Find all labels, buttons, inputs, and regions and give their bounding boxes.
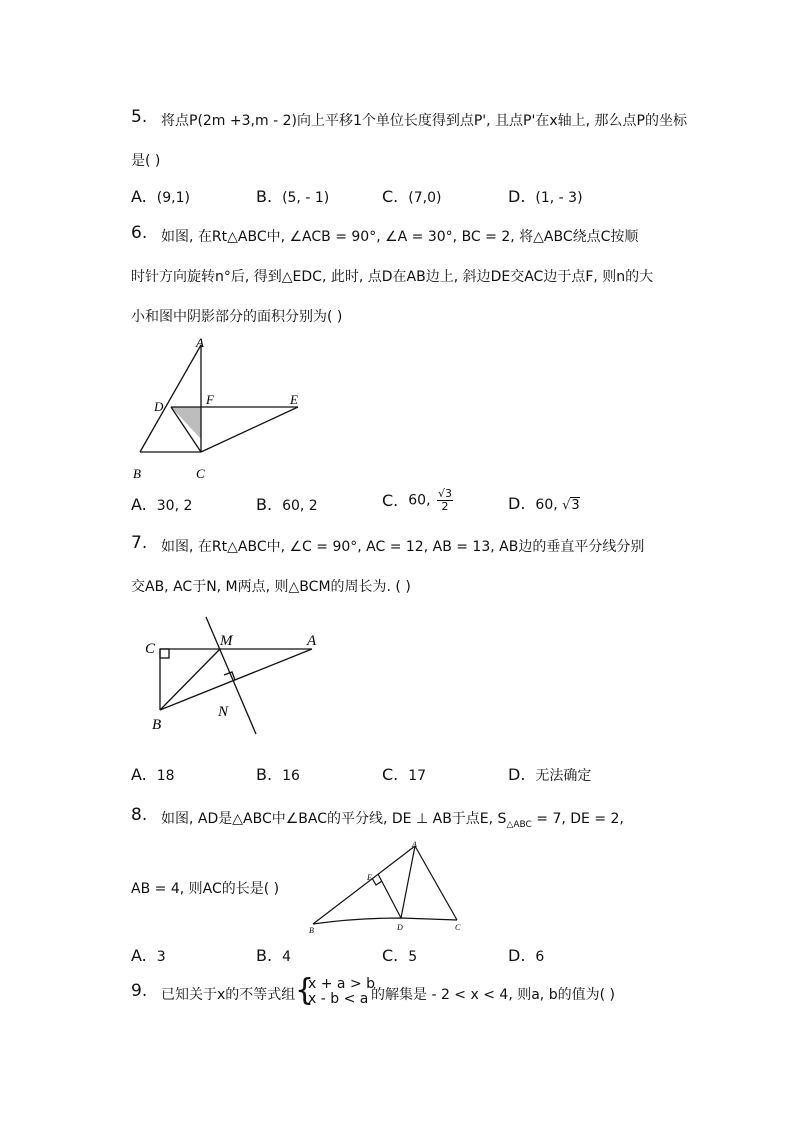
label-b: B <box>152 717 162 733</box>
option-text: (1, - 3) <box>535 190 583 206</box>
label-f: F <box>206 392 214 407</box>
option-c <box>382 488 453 513</box>
option-c <box>382 187 441 206</box>
option-letter: A. <box>131 946 147 965</box>
question-text-line: 如图, 在Rt△ABC中, ∠C = 90°, AC = 12, AB = 13, AB边的垂直平分线分别 <box>161 539 645 555</box>
option-text: 无法确定 <box>535 768 592 784</box>
option-letter: B. <box>256 495 273 514</box>
question-text-line: 将点P(2m +3,m - 2)向上平移1个单位长度得到点P', 且点P'在x轴上, 那么点P的坐标 <box>161 113 687 129</box>
question-text-line: 小和图中阴影部分的面积分别为( ) <box>131 309 343 325</box>
question-text: = 7, DE = 2, <box>531 811 624 827</box>
option-letter: D. <box>508 494 526 513</box>
square-root: √3 <box>562 498 580 513</box>
option-d <box>508 946 544 965</box>
fraction <box>437 488 453 513</box>
question-text-line: 如图, 在Rt△ABC中, ∠ACB = 90°, ∠A = 30°, BC = 2, 将△ABC绕点C按顺 <box>161 229 639 245</box>
option-letter: D. <box>508 946 526 965</box>
option-letter: B. <box>256 946 273 965</box>
label-n: N <box>218 704 229 720</box>
option-letter: A. <box>131 495 147 514</box>
option-b <box>256 765 300 784</box>
option-letter: C. <box>382 765 399 784</box>
question-number: 8. <box>131 805 148 825</box>
label-m: M <box>220 633 233 649</box>
question-text-line: 交AB, AC于N, M两点, 则△BCM的周长为. ( ) <box>131 579 411 595</box>
option-letter: B. <box>256 765 273 784</box>
option-d <box>508 187 583 206</box>
option-letter: C. <box>382 187 399 206</box>
question-number: 9. <box>131 981 148 1001</box>
option-text: 30, 2 <box>156 498 193 514</box>
option-text: 17 <box>408 768 427 784</box>
label-c: C <box>196 466 205 481</box>
option-letter: A. <box>131 187 147 206</box>
option-text: 4 <box>282 949 291 965</box>
option-d <box>508 494 580 513</box>
figure-rotated-triangle <box>128 335 318 485</box>
label-d: D <box>397 923 403 932</box>
label-d: D <box>154 399 164 414</box>
option-a <box>131 495 192 514</box>
radicand: 3 <box>571 498 580 513</box>
option-letter: D. <box>508 765 526 784</box>
question-text-suffix: 的解集是 - 2 < x < 4, 则a, b的值为( ) <box>371 987 615 1003</box>
label-c: C <box>145 641 156 657</box>
option-b <box>256 187 329 206</box>
option-c <box>382 946 417 965</box>
fraction-denominator: 2 <box>441 500 449 513</box>
question-number: 7. <box>131 533 148 553</box>
question-number: 5. <box>131 107 148 127</box>
question-text-line: 是( ) <box>131 153 161 169</box>
option-b <box>256 946 291 965</box>
option-text: 3 <box>156 949 166 965</box>
option-letter: B. <box>256 187 273 206</box>
figure-angle-bisector <box>305 838 475 936</box>
question-text-line <box>161 808 624 830</box>
option-a <box>131 187 190 206</box>
option-letter: A. <box>131 765 147 784</box>
question-text-line: AB = 4, 则AC的长是( ) <box>131 881 280 897</box>
option-text: (9,1) <box>156 190 190 206</box>
option-text: 16 <box>282 768 300 784</box>
label-e: E <box>367 873 372 882</box>
inequality-2: x - b < a <box>308 991 369 1007</box>
option-text: 60, 2 <box>282 498 318 514</box>
option-text: 60, <box>408 492 435 509</box>
option-text: 5 <box>408 949 418 965</box>
subscript: △ABC <box>506 819 532 830</box>
system-brace: { <box>295 973 315 1008</box>
label-b: B <box>133 466 141 481</box>
option-text: 60, <box>535 497 563 513</box>
label-c: C <box>455 923 461 932</box>
label-e: E <box>290 392 298 407</box>
question-number: 6. <box>131 223 148 243</box>
label-a: A <box>412 840 417 849</box>
option-b <box>256 495 318 514</box>
option-c <box>382 765 426 784</box>
label-a: A <box>307 633 317 649</box>
option-letter: C. <box>382 946 399 965</box>
option-a <box>131 946 166 965</box>
inequality-1: x + a > b <box>308 976 376 992</box>
question-text: 如图, AD是△ABC中∠BAC的平分线, DE ⊥ AB于点E, S <box>161 811 507 827</box>
question-text-line: 时针方向旋转n°后, 得到△EDC, 此时, 点D在AB边上, 斜边DE交AC边于点F, 则n的大 <box>131 269 654 285</box>
option-letter: C. <box>382 491 399 510</box>
fraction-numerator: √3 <box>437 487 452 500</box>
shaded-region <box>171 407 201 439</box>
question-text-prefix: 已知关于x的不等式组 <box>161 987 296 1003</box>
option-text: (5, - 1) <box>282 190 330 206</box>
label-a: A <box>196 335 204 350</box>
figure-perpendicular-bisector <box>140 612 340 738</box>
label-b: B <box>309 926 314 935</box>
option-a <box>131 765 175 784</box>
option-d <box>508 765 591 785</box>
option-letter: D. <box>508 187 526 206</box>
option-text: (7,0) <box>408 190 442 206</box>
option-text: 18 <box>156 768 175 784</box>
option-text: 6 <box>535 949 545 965</box>
